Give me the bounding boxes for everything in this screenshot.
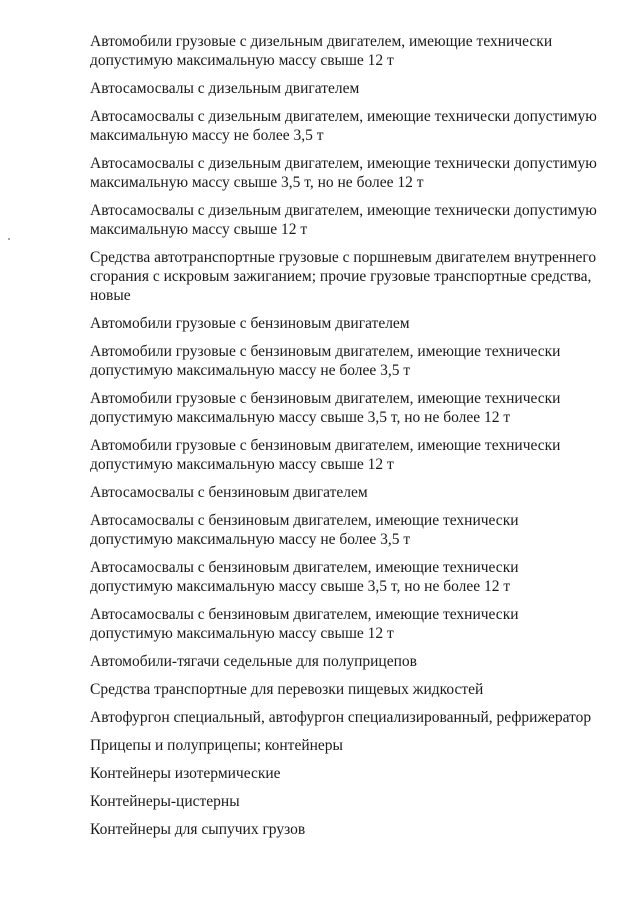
list-item: Автомобили грузовые с дизельным двигателем, имеющие технически допустимую максимальную массу свыше 12 т bbox=[90, 33, 553, 69]
list-item: Контейнеры для сыпучих грузов bbox=[90, 821, 306, 838]
list-item: Автосамосвалы с бензиновым двигателем, имеющие технически допустимую максимальную массу не более 3,5 т bbox=[90, 512, 519, 548]
list-item: Автосамосвалы с дизельным двигателем bbox=[90, 80, 360, 97]
list-item: Автосамосвалы с дизельным двигателем, имеющие технически допустимую максимальную массу не более 3,5 т bbox=[90, 108, 597, 144]
list-item: Автосамосвалы с дизельным двигателем, имеющие технически допустимую максимальную массу свыше 12 т bbox=[90, 202, 597, 238]
list-item: Автомобили грузовые с бензиновым двигателем, имеющие технически допустимую максимальную массу свыше 12 т bbox=[90, 437, 561, 473]
list-item: Автосамосвалы с бензиновым двигателем bbox=[90, 484, 368, 501]
list-item: Средства транспортные для перевозки пищевых жидкостей bbox=[90, 681, 484, 698]
entry-list bbox=[90, 32, 600, 848]
list-item: Автомобили-тягачи седельные для полуприцепов bbox=[90, 653, 417, 670]
list-item: Автомобили грузовые с бензиновым двигателем, имеющие технически допустимую максимальную массу свыше 3,5 т, но не более 12 т bbox=[90, 390, 561, 426]
list-item: Автосамосвалы с бензиновым двигателем, имеющие технически допустимую максимальную массу свыше 3,5 т, но не более 12 т bbox=[90, 559, 519, 595]
scan-speck bbox=[8, 238, 10, 240]
list-item: Средства автотранспортные грузовые с поршневым двигателем внутреннего сгорания с искровым зажиганием; прочие грузовые транспортные средства, новые bbox=[90, 249, 597, 304]
list-item: Автомобили грузовые с бензиновым двигателем bbox=[90, 315, 410, 332]
list-item: Автофургон специальный, автофургон специализированный, рефрижератор bbox=[90, 709, 592, 726]
list-item: Контейнеры изотермические bbox=[90, 765, 281, 782]
list-item: Прицепы и полуприцепы; контейнеры bbox=[90, 737, 343, 754]
list-item: Контейнеры-цистерны bbox=[90, 793, 240, 810]
list-item: Автосамосвалы с дизельным двигателем, имеющие технически допустимую максимальную массу свыше 3,5 т, но не более 12 т bbox=[90, 155, 597, 191]
list-item: Автомобили грузовые с бензиновым двигателем, имеющие технически допустимую максимальную массу не более 3,5 т bbox=[90, 343, 561, 379]
list-item: Автосамосвалы с бензиновым двигателем, имеющие технически допустимую максимальную массу свыше 12 т bbox=[90, 606, 519, 642]
